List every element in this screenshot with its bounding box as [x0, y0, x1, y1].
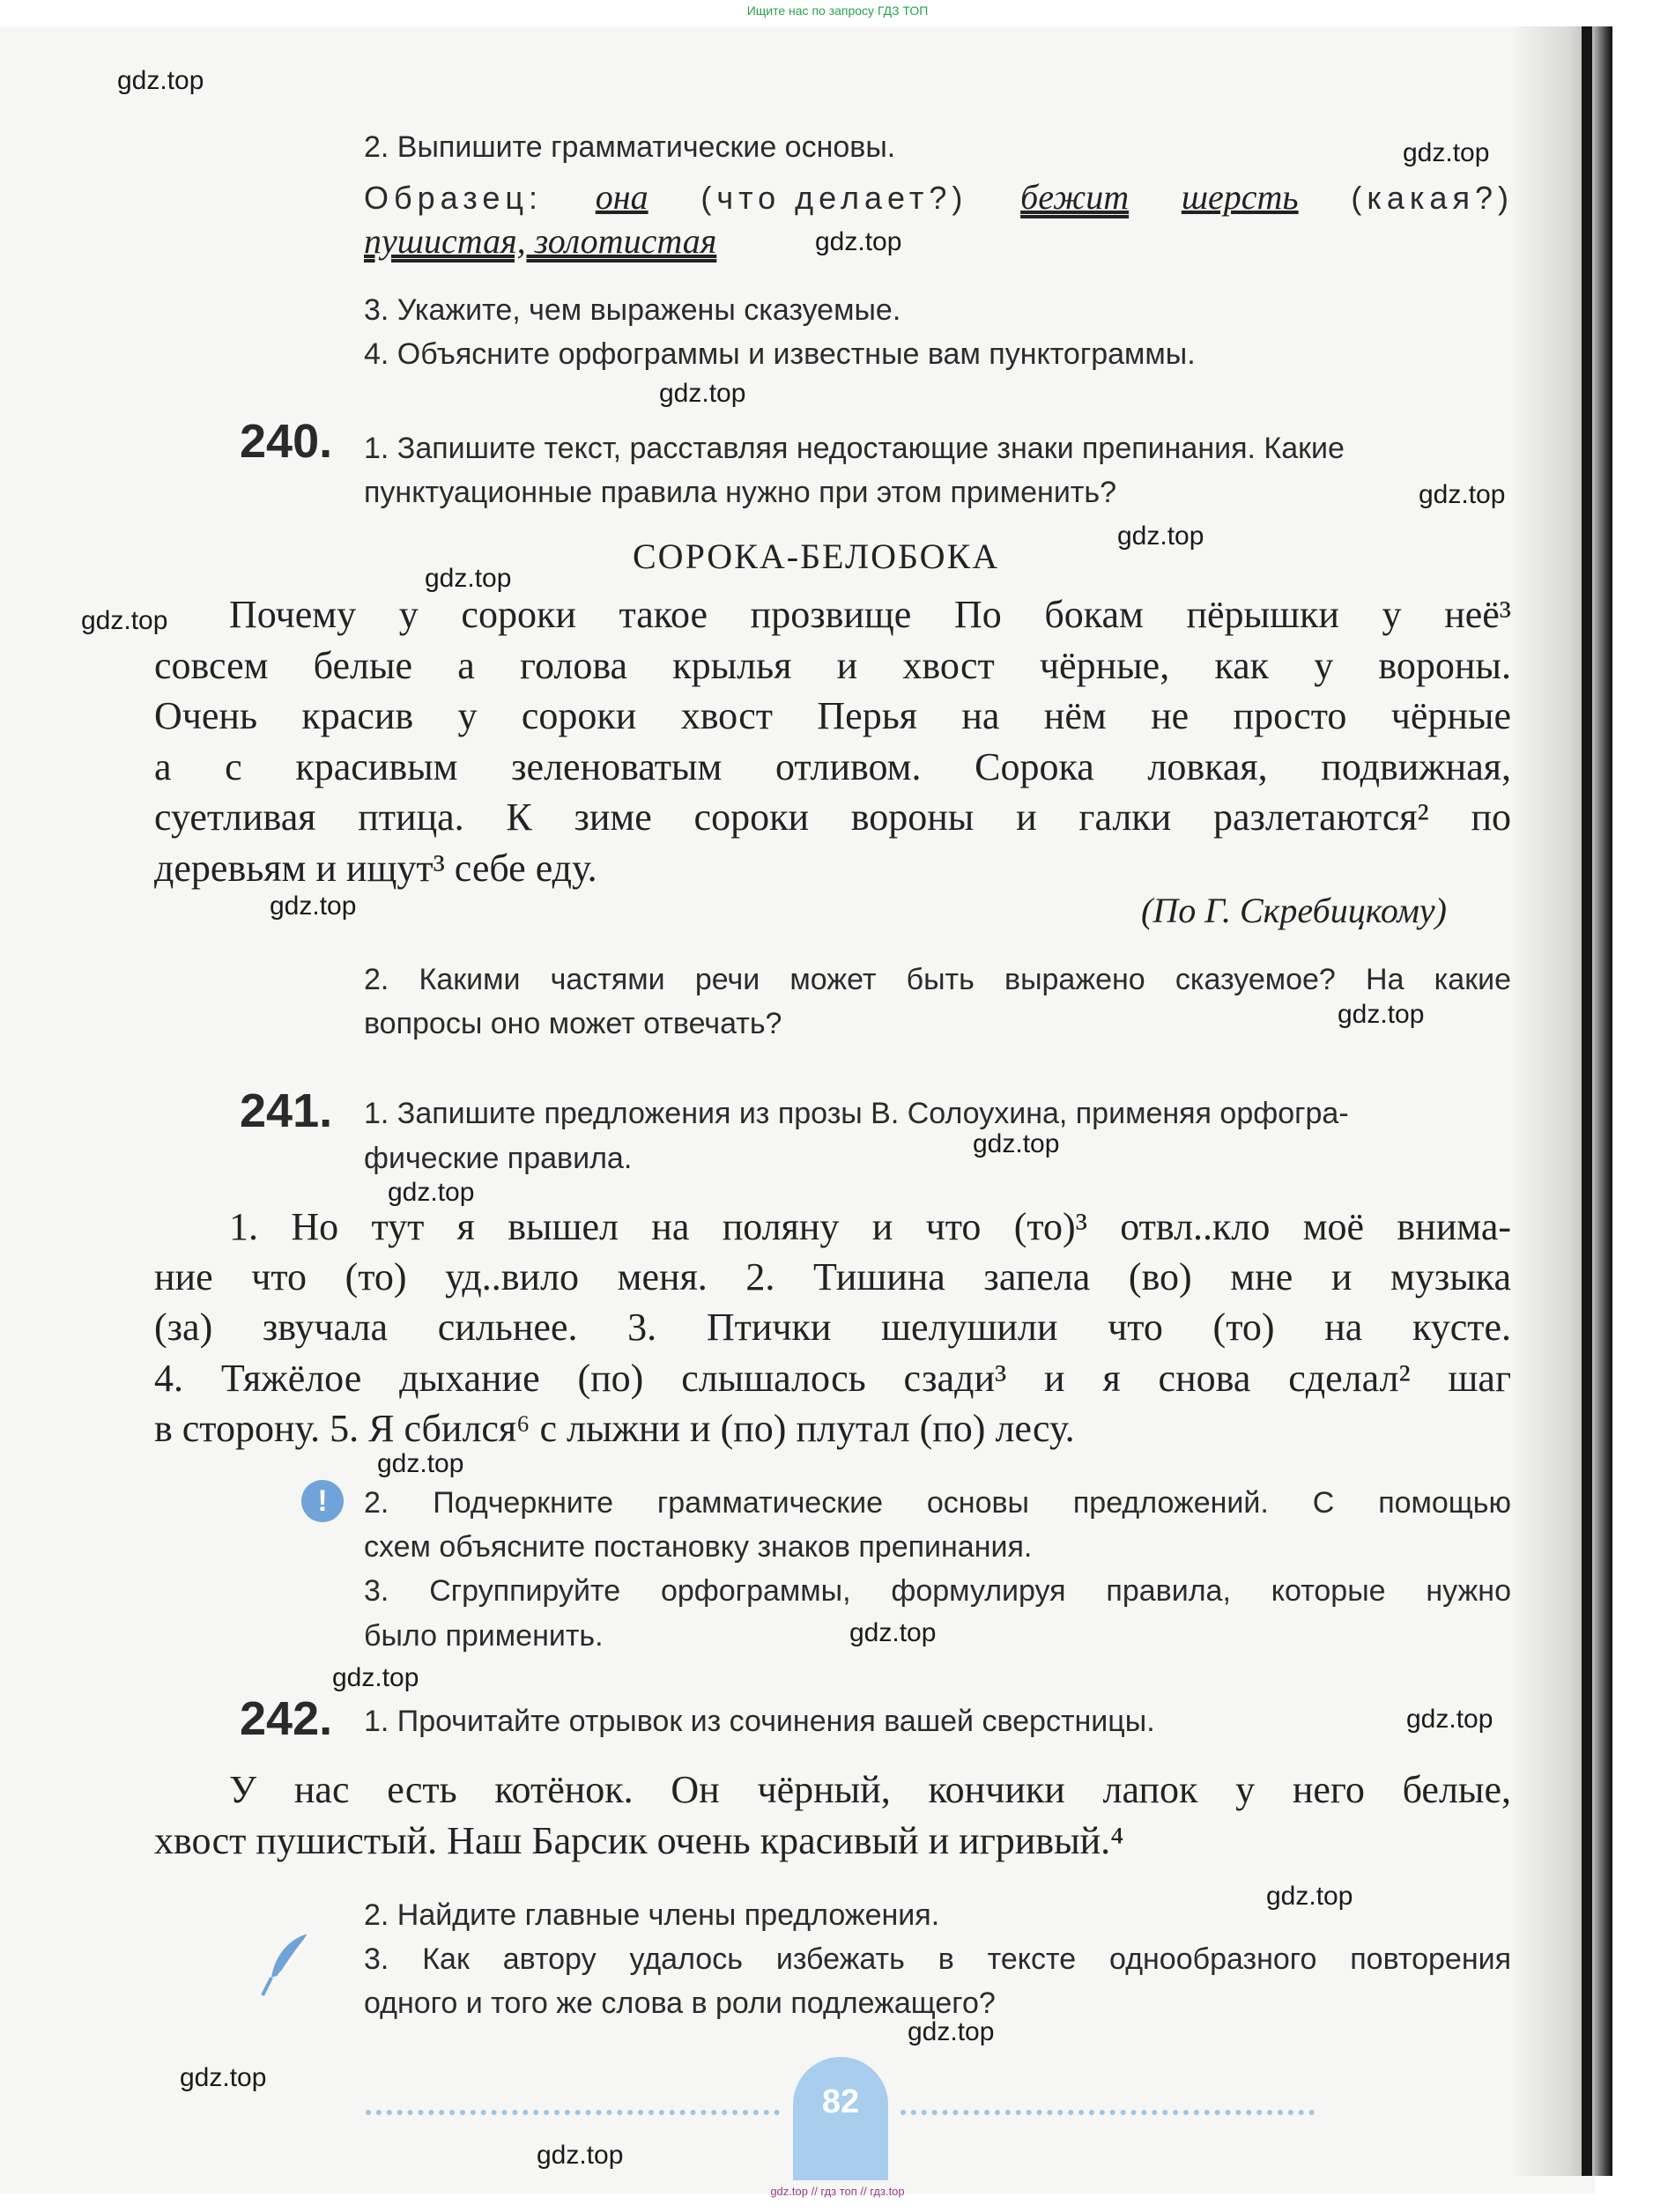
ex241-task2-line2: схем объясните постановку знаков препинания.: [364, 1530, 1033, 1564]
ex240-text-line: деревьям и ищут³ себе еду.: [154, 847, 597, 890]
watermark: gdz.top: [270, 891, 357, 921]
watermark: gdz.top: [973, 1129, 1060, 1158]
watermark: gdz.top: [117, 66, 204, 95]
exclamation-icon: !: [301, 1480, 344, 1522]
watermark: gdz.top: [1419, 480, 1506, 509]
ex241-text-line: в сторону. 5. Я сбился⁶ с лыжни и (по) плутал (по) лесу.: [154, 1407, 1075, 1450]
sample-predicate-2: пушистая, золотистая: [364, 221, 717, 261]
task-4-text: 4. Объясните орфограммы и известные вам пунктограммы.: [364, 337, 1196, 371]
ex240-task2-line2: вопросы оно может отвечать?: [364, 1007, 782, 1040]
ex242-task2: 2. Найдите главные члены предложения.: [364, 1898, 940, 1932]
watermark: gdz.top: [1117, 522, 1204, 551]
ex242-text-line: хвост пушистый. Наш Барсик очень красивый и игривый.⁴: [154, 1819, 1124, 1862]
watermark: gdz.top: [81, 606, 168, 635]
exercise-number-241: 241.: [240, 1084, 333, 1137]
ex240-task2-line1: 2. Какими частями речи может быть выражено сказуемое? На какие: [364, 963, 1511, 996]
watermark: gdz.top: [1406, 1705, 1493, 1734]
ex241-task3-line1: 3. Сгруппируйте орфограммы, формулируя правила, которые нужно: [364, 1574, 1511, 1608]
watermark: gdz.top: [1403, 138, 1490, 167]
footer-dots-right: [900, 2110, 1315, 2115]
page-number-tab: [793, 2057, 888, 2180]
watermark: gdz.top: [849, 1618, 937, 1647]
task-3-text: 3. Укажите, чем выражены сказуемые.: [364, 293, 901, 327]
sample-predicate: бежит: [1020, 177, 1130, 217]
ex242-task1: 1. Прочитайте отрывок из сочинения вашей сверстницы.: [364, 1705, 1155, 1738]
ex242-task3-line1: 3. Как автору удалось избежать в тексте однообразного повторения: [364, 1942, 1511, 1976]
footer-note: gdz.top // гдз топ // гдз.top: [770, 2185, 905, 2198]
ex240-text-line: Почему у сороки такое прозвище По бокам пёрышки у неё³: [229, 593, 1511, 636]
sample-question: (что делает?): [700, 180, 968, 216]
watermark: gdz.top: [815, 227, 902, 256]
sample-subject: она: [595, 177, 649, 217]
ex241-task3-line2: было применить.: [364, 1619, 604, 1653]
page-spine-shadow: [1516, 26, 1612, 2176]
ex241-text-line: 1. Но тут я вышел на поляну и что (то)³ отвл..кло моё внима-: [229, 1205, 1511, 1248]
header-note: Ищите нас по запросу ГДЗ ТОП: [746, 4, 929, 18]
ex242-text-line: У нас есть котёнок. Он чёрный, кончики лапок у него белые,: [229, 1768, 1511, 1811]
ex241-text-line: (за) звучала сильнее. 3. Птички шелушили что (то) на кусте.: [154, 1306, 1511, 1349]
ex240-task1-line1: 1. Запишите текст, расставляя недостающие знаки препинания. Какие: [364, 432, 1345, 465]
sample-line: [364, 176, 1514, 218]
watermark: gdz.top: [180, 2063, 267, 2092]
exercise-number-242: 242.: [240, 1692, 333, 1745]
page-binding-edge: [1582, 26, 1592, 2176]
watermark: gdz.top: [1266, 1882, 1353, 1911]
sample-label: Образец:: [364, 180, 544, 216]
watermark: gdz.top: [425, 564, 512, 593]
ex240-text-line: а с красивым зеленоватым отливом. Сорока ловкая, подвижная,: [154, 745, 1511, 788]
ex240-text-line: Очень красив у сороки хвост Перья на нём не просто чёрные: [154, 694, 1511, 737]
ex241-task2-line1: 2. Подчеркните грамматические основы предложений. С помощью: [364, 1486, 1511, 1520]
ex241-task1-line1: 1. Запишите предложения из прозы В. Солоухина, применяя орфогра-: [364, 1097, 1349, 1130]
ex241-text-line: 4. Тяжёлое дыхание (по) слышалось сзади³ и я снова сделал² шаг: [154, 1357, 1511, 1400]
ex241-task1-line2: фические правила.: [364, 1142, 633, 1175]
watermark: gdz.top: [659, 379, 746, 408]
sample-subject-2: шерсть: [1181, 177, 1299, 217]
ex240-source: (По Г. Скребицкому): [1141, 891, 1447, 930]
sample-question-2: (какая?): [1351, 180, 1514, 216]
watermark: gdz.top: [388, 1178, 475, 1207]
footer-dots-left: [366, 2110, 780, 2115]
ex240-task1-line2: пунктуационные правила нужно при этом применить?: [364, 476, 1117, 509]
page-number: 82: [821, 2083, 860, 2120]
watermark: gdz.top: [1338, 1000, 1425, 1029]
ex240-text-line: суетливая птица. К зиме сороки вороны и галки разлетаются² по: [154, 795, 1511, 839]
watermark: gdz.top: [332, 1663, 419, 1692]
watermark: gdz.top: [377, 1449, 464, 1478]
ex242-task3-line2: одного и того же слова в роли подлежащего?: [364, 1986, 996, 2020]
watermark: gdz.top: [908, 2017, 995, 2046]
watermark: gdz.top: [537, 2141, 624, 2170]
ex241-text-line: ние что (то) уд..вило меня. 2. Тишина запела (во) мне и музыка: [154, 1255, 1511, 1298]
ex240-text-line: совсем белые а голова крылья и хвост чёрные, как у вороны.: [154, 644, 1511, 687]
task-2-text: 2. Выпишите грамматические основы.: [364, 130, 896, 164]
exercise-number-240: 240.: [240, 415, 333, 468]
feather-pen-icon: [256, 1929, 317, 2000]
ex240-text-title: СОРОКА-БЕЛОБОКА: [633, 536, 1000, 576]
